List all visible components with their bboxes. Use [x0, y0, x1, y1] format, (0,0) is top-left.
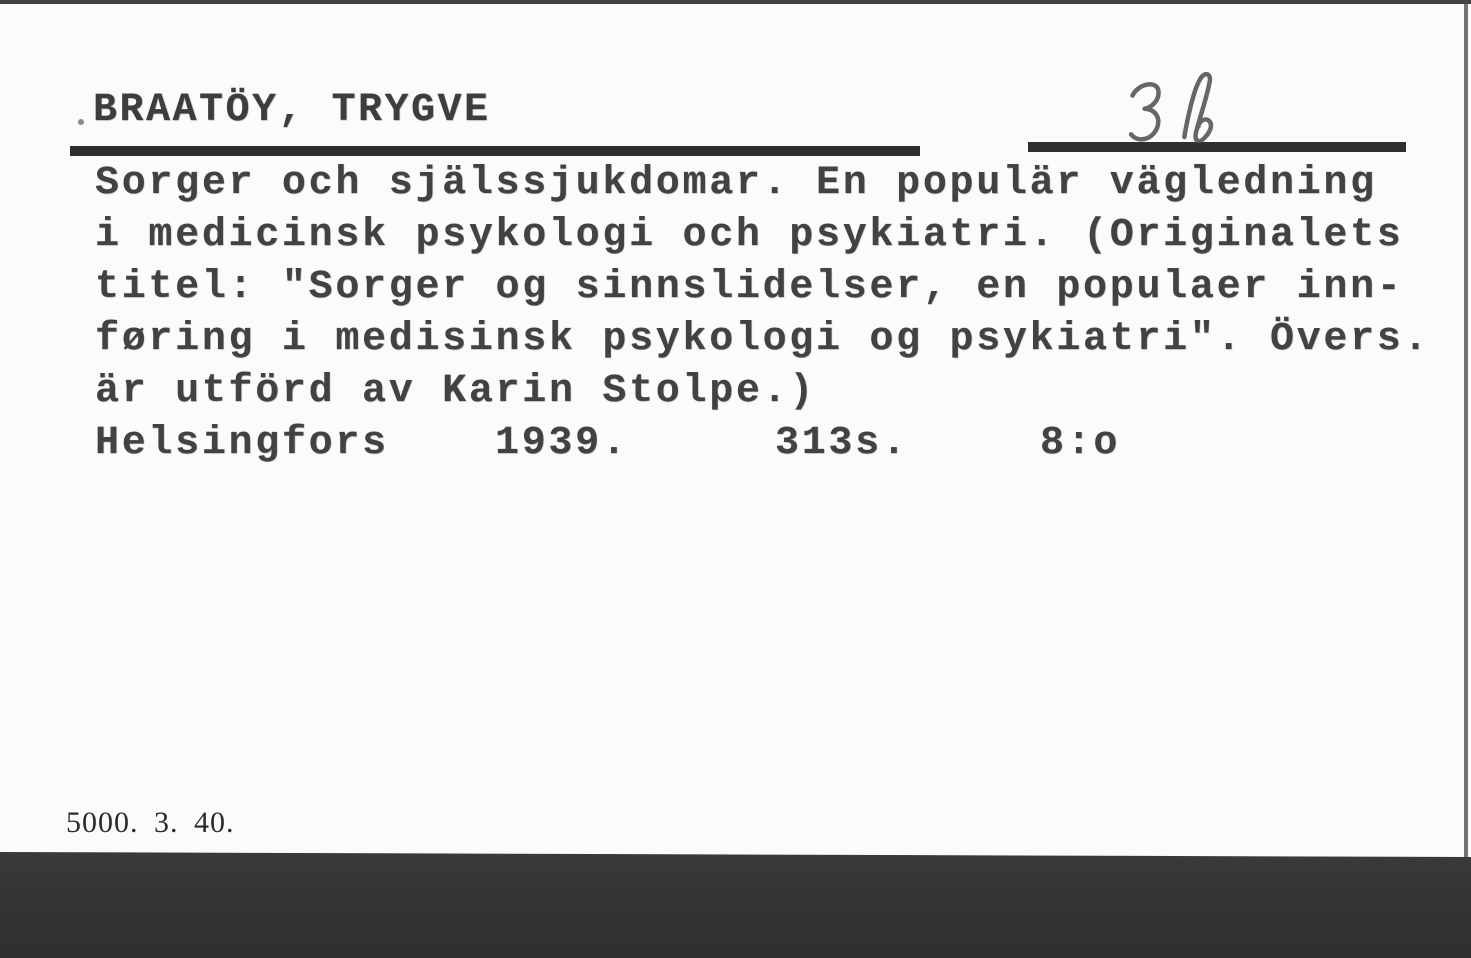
print-code: 5000. 3. 40.: [66, 806, 235, 839]
author-heading: BRAATÖY, TRYGVE: [93, 88, 491, 133]
card-body: [95, 158, 1431, 470]
scan-top-edge-line: [0, 0, 1471, 4]
body-line-3: titel: "Sorger og sinnslidelser, en populaer inn-: [95, 265, 1404, 310]
imprint-place: Helsingfors: [95, 421, 389, 466]
scan-right-edge-line: [1464, 0, 1468, 958]
heading-underline: [70, 146, 920, 156]
handwritten-letter-b: [1182, 74, 1212, 142]
body-line-2: i medicinsk psykologi och psykiatri. (Originalets: [95, 213, 1404, 258]
body-line-1: Sorger och själssjukdomar. En populär vägledning: [95, 161, 1377, 206]
ink-speck: [78, 119, 84, 125]
body-line-4: føring i medisinsk psykologi og psykiatri". Övers.: [95, 317, 1431, 362]
imprint-format: 8:o: [1040, 421, 1121, 466]
imprint-year: 1939.: [495, 421, 629, 466]
classmark-handwritten: [1113, 58, 1251, 163]
scan-bottom-background: [0, 850, 1471, 958]
body-line-5: är utförd av Karin Stolpe.): [95, 369, 817, 414]
handwritten-digit-3: [1129, 84, 1160, 140]
imprint-pages: 313s.: [775, 421, 909, 466]
imprint-line: [95, 418, 1295, 470]
